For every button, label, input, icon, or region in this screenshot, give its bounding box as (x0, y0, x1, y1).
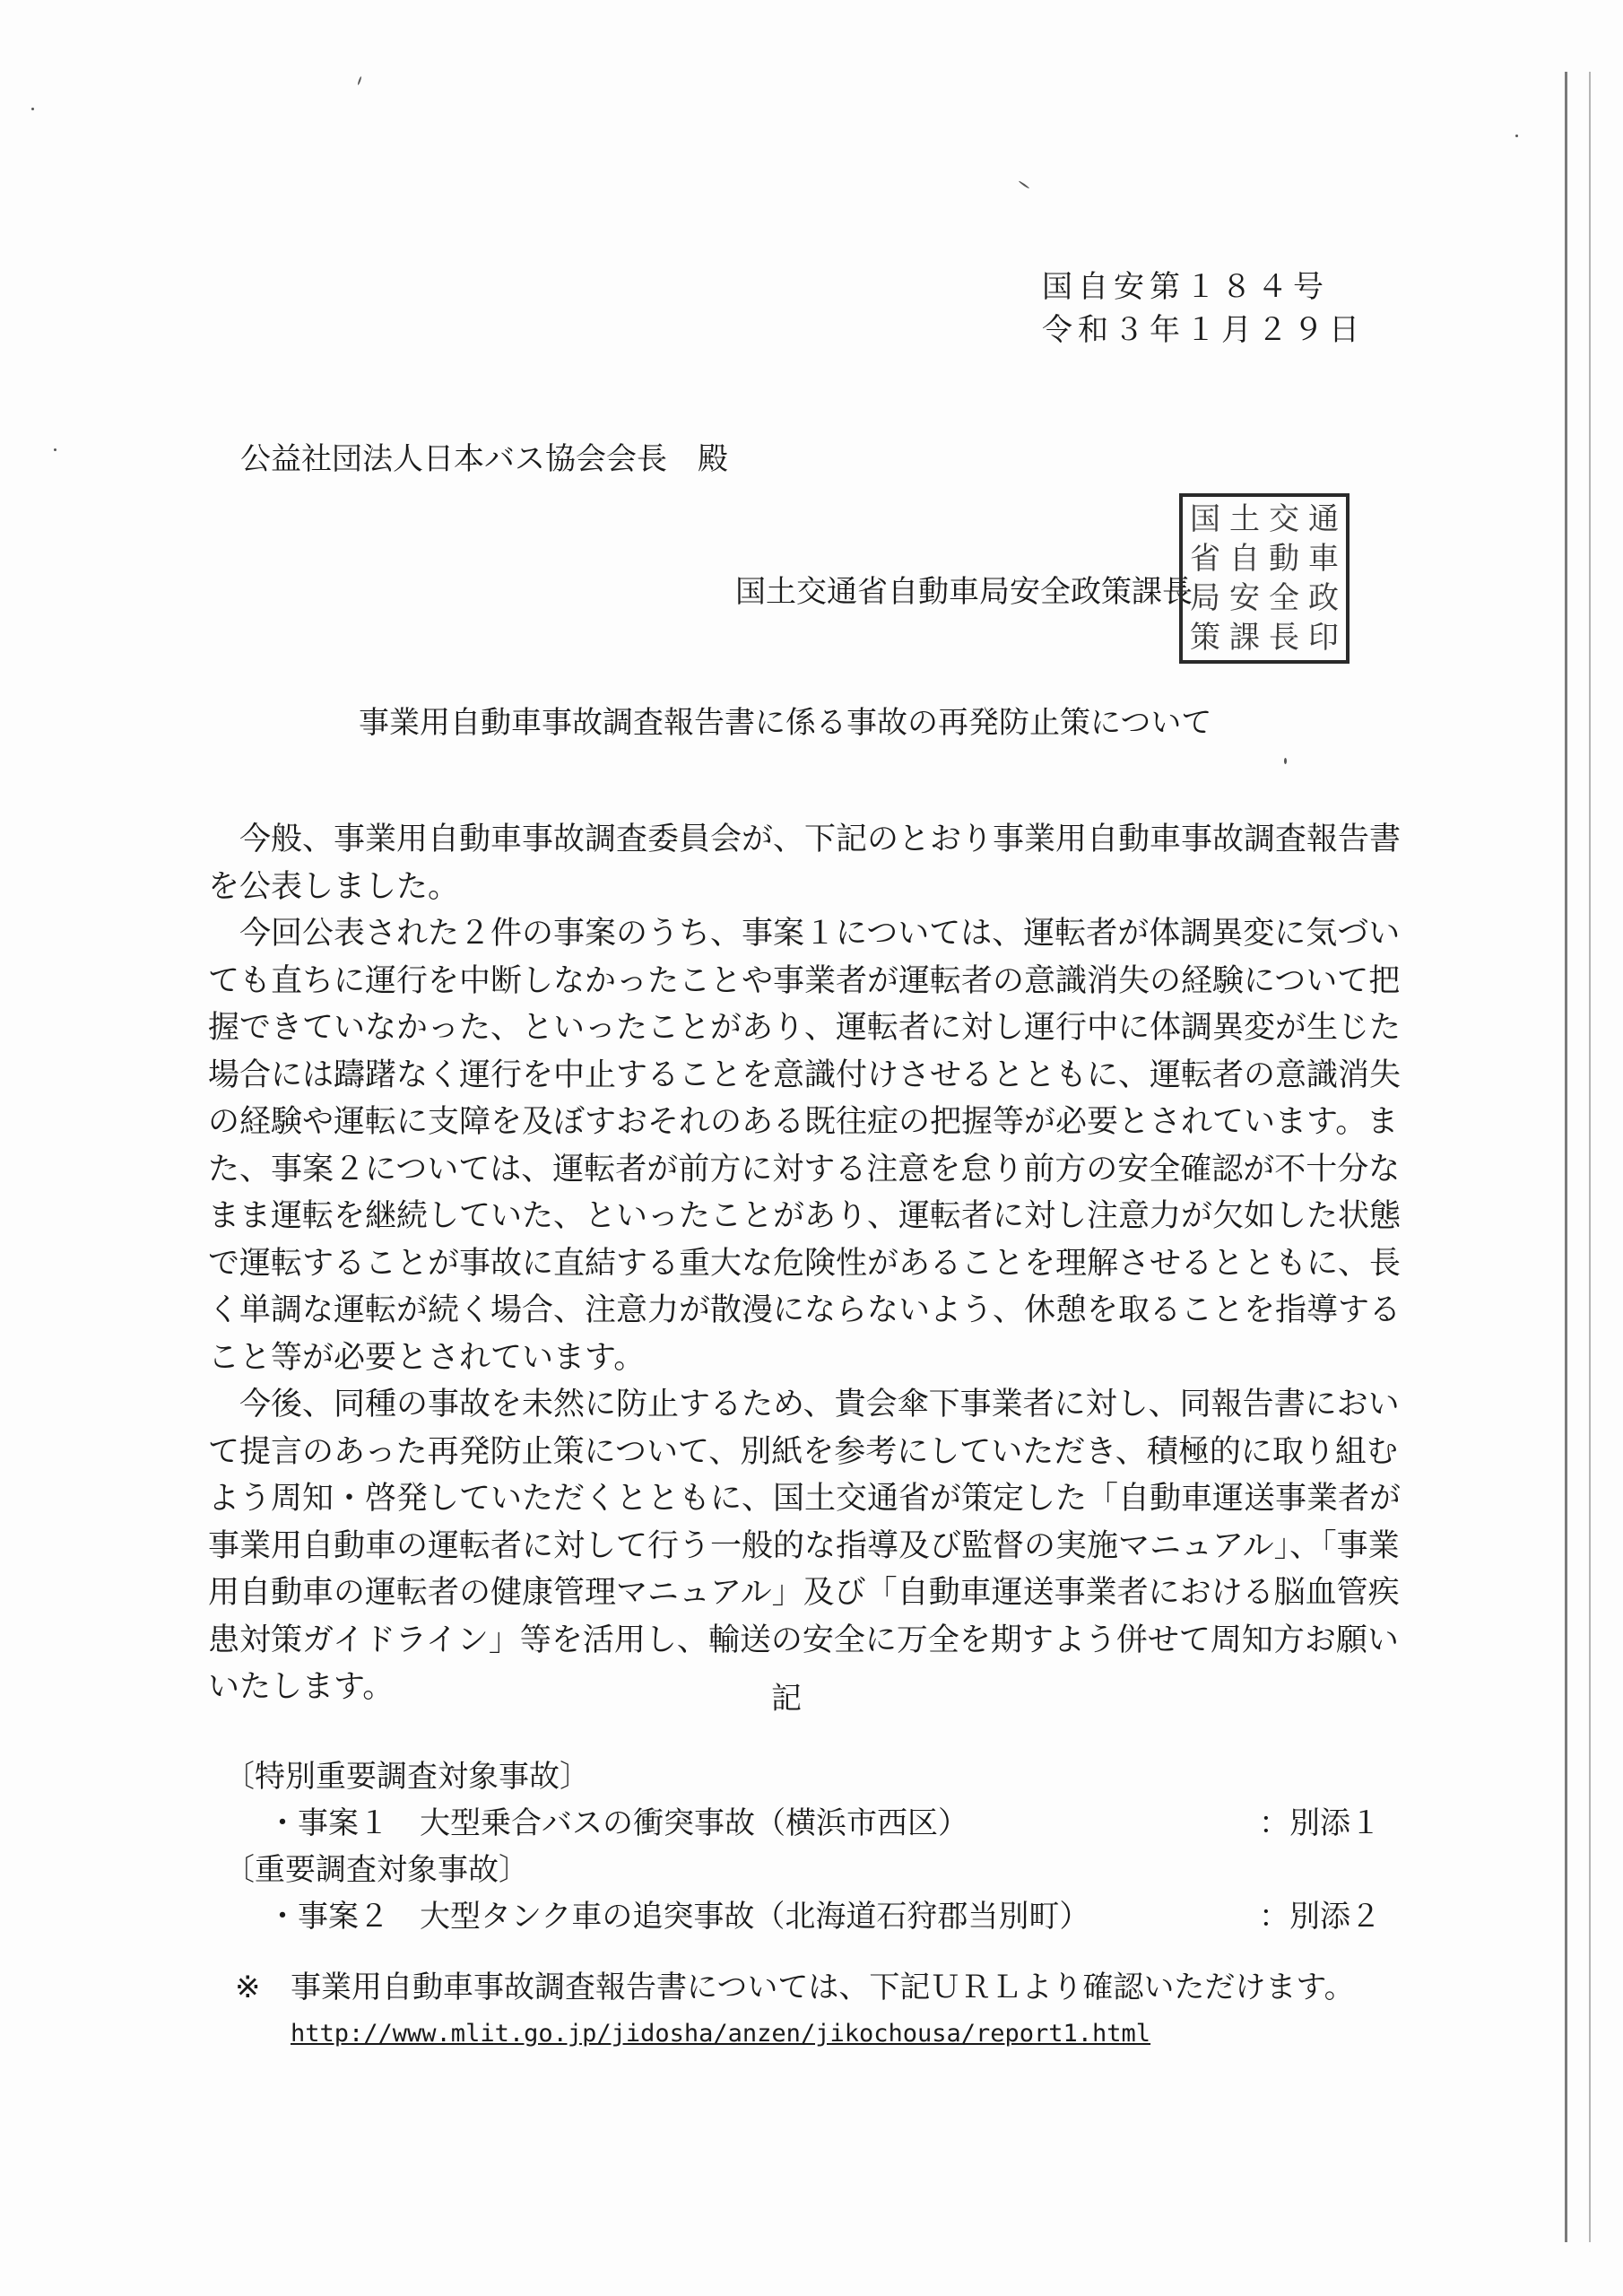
scan-speck (31, 108, 34, 110)
reference-mark: ※ (235, 1970, 261, 2005)
seal-char: 安 (1229, 580, 1260, 616)
seal-char: 国 (1190, 501, 1220, 537)
case-category-label: 〔特別重要調査対象事故〕 (224, 1759, 590, 1795)
seal-char: 課 (1229, 620, 1260, 656)
seal-char: 策 (1190, 620, 1220, 656)
scan-speck (54, 448, 56, 451)
report-url-link[interactable]: http://www.mlit.go.jp/jidosha/anzen/jikochousa/report1.html (291, 2020, 1151, 2048)
seal-char: 通 (1308, 501, 1339, 537)
case-item-label: ・事案１ 大型乗合バスの衝突事故（横浜市西区） (267, 1805, 968, 1841)
seal-char: 印 (1308, 620, 1339, 656)
case-item (224, 1893, 1381, 1940)
seal-char: 土 (1229, 501, 1260, 537)
body-paragraph: 今般、事業用自動車事故調査委員会が、下記のとおり事業用自動車事故調査報告書を公表しました。 (208, 822, 1402, 905)
case-category-label: 〔重要調査対象事故〕 (224, 1852, 529, 1888)
seal-char: 省 (1190, 541, 1220, 577)
scan-speck (1515, 135, 1518, 137)
seal-char: 車 (1308, 541, 1339, 577)
case-category (224, 1847, 1381, 1893)
document-title: 事業用自動車事故調査報告書に係る事故の再発防止策について (359, 705, 1212, 741)
case-list (224, 1753, 1381, 1940)
body-paragraph: 今後、同種の事故を未然に防止するため、貴会傘下事業者に対し、同報告書において提言のあった再発防止策について、別紙を参考にしていただき、積極的に取り組むよう周知・啓発していただくとともに、国土交通省が策定した「自動車運送事業者が事業用自動車の運転者に対して行う一般的な指導及び監督の実施マニュアル」、「事業用自動車の運転者の健康管理マニュアル」及び「自動車運送事業者における脳血管疾患対策ガイドライン」等を活用し、輸送の安全に万全を期すよう併せて周知方お願いいたします。 (208, 1387, 1402, 1705)
case-item-label: ・事案２ 大型タンク車の追突事故（北海道石狩郡当別町） (267, 1899, 1090, 1935)
scan-speck (357, 76, 361, 85)
case-category (224, 1753, 1381, 1800)
document-date: 令和３年１月２９日 (1042, 312, 1365, 348)
url-note-text: 事業用自動車事故調査報告書については、下記ＵＲＬより確認いただけます。 (291, 1970, 1355, 2005)
body-paragraph: 今回公表された２件の事案のうち、事案１については、運転者が体調異変に気づいても直ちに運行を中断しなかったことや事業者が運転者の意識消失の経験について把握できていなかった、といったことがあり、運転者に対し運行中に体調異変が生じた場合には躊躇なく運行を中止することを意識付けさせるとともに、運転者の意識消失の経験や運転に支障を及ぼすおそれのある既往症の把握等が必要とされています。また、事案２については、運転者が前方に対する注意を怠り前方の安全確認が不十分なまま運転を継続していた、といったことがあり、運転者に対し注意力が欠如した状態で運転することが事故に直結する重大な危険性があることを理解させるとともに、長く単調な運転が続く場合、注意力が散漫にならないよう、休憩を取ることを指導すること等が必要とされています。 (208, 916, 1402, 1376)
seal-char: 交 (1269, 501, 1299, 537)
seal-char: 長 (1269, 620, 1299, 656)
seal-char: 自 (1229, 541, 1260, 577)
scan-speck (1284, 758, 1287, 764)
seal-char: 局 (1190, 580, 1220, 616)
case-attachment-ref: ：別添２ (1259, 1899, 1381, 1935)
scan-edge-line (1565, 72, 1567, 2242)
seal-char: 政 (1308, 580, 1339, 616)
seal-char: 全 (1269, 580, 1299, 616)
document-number: 国自安第１８４号 (1042, 269, 1329, 305)
case-attachment-ref: ：別添１ (1259, 1805, 1381, 1841)
scan-edge-line-outer (1589, 72, 1591, 2242)
case-item (224, 1800, 1381, 1847)
official-seal (1179, 493, 1350, 664)
scan-speck (1019, 180, 1030, 189)
addressee: 公益社団法人日本バス協会会長 殿 (240, 441, 728, 477)
body-text (208, 816, 1410, 1711)
url-note (235, 1964, 1355, 2057)
ki-heading: 記 (771, 1681, 802, 1717)
sender: 国土交通省自動車局安全政策課長 (735, 574, 1193, 610)
seal-char: 動 (1269, 541, 1299, 577)
